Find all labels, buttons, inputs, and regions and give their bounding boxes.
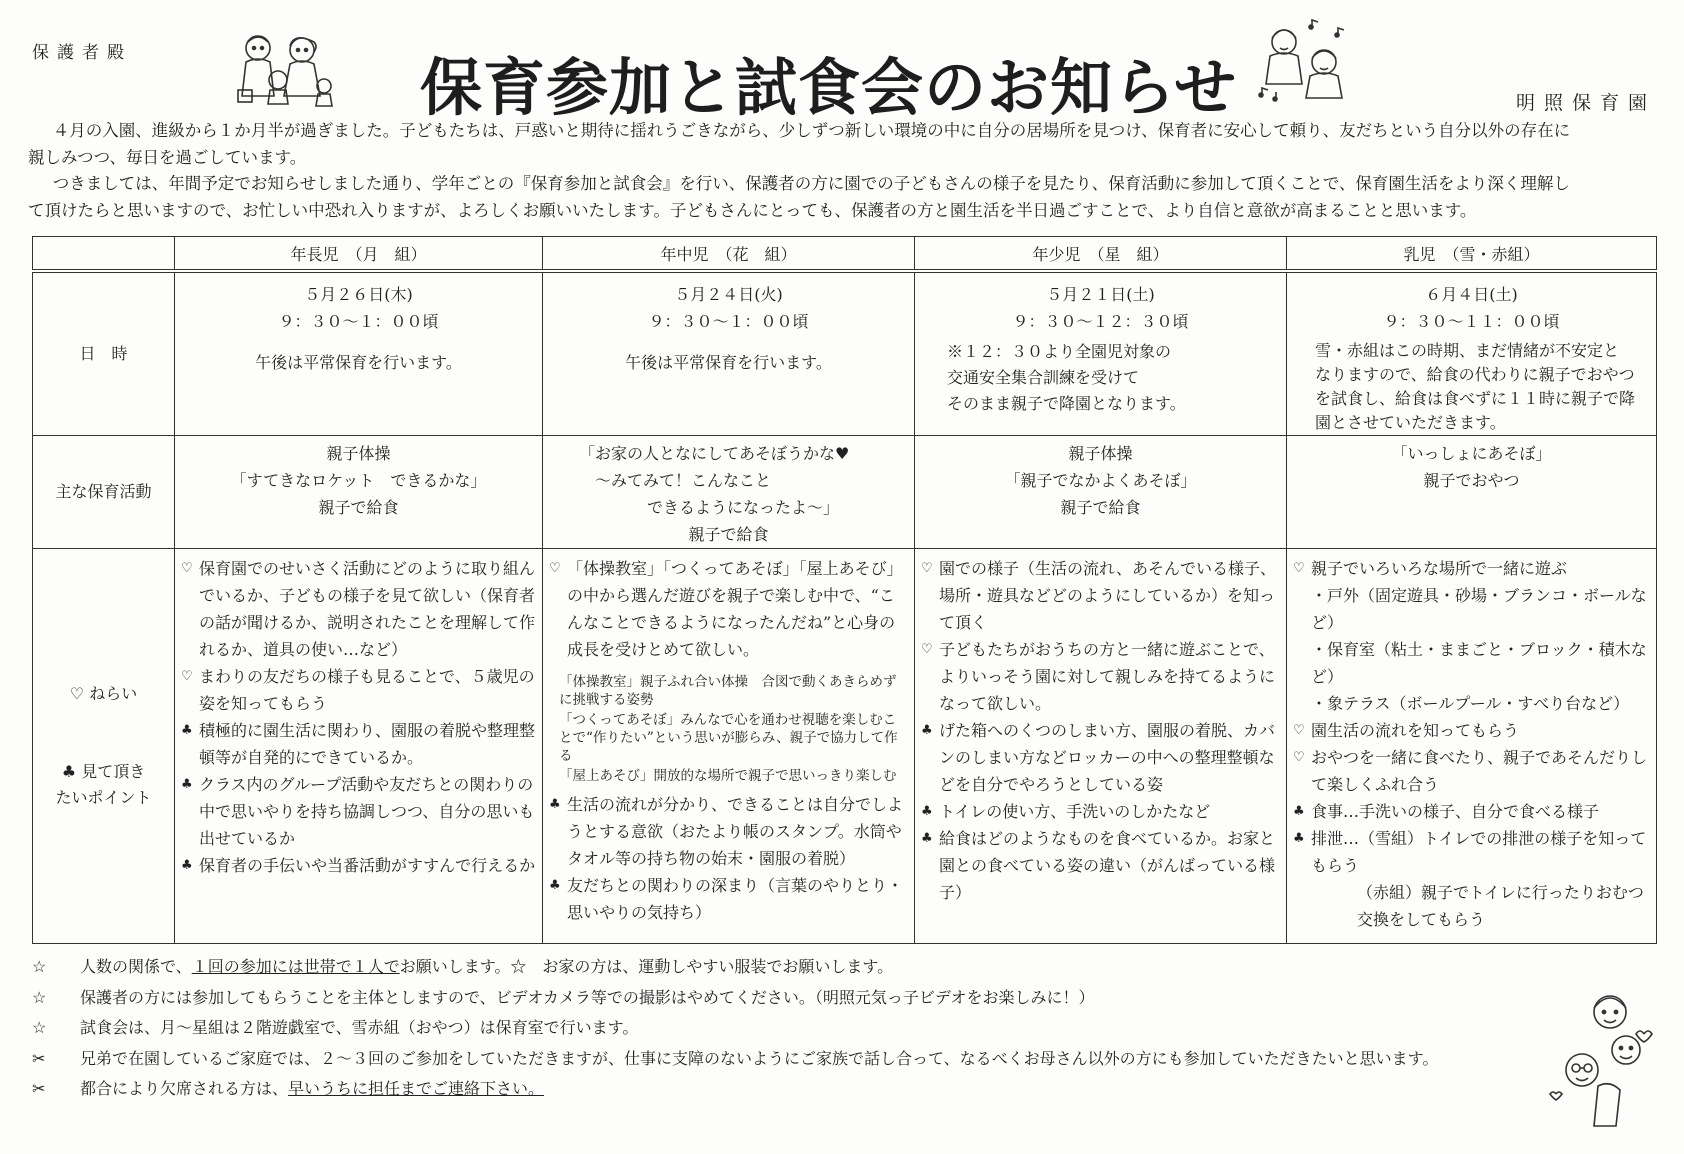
note-text: [80, 1074, 544, 1105]
table-row-points: [33, 549, 1657, 944]
activity-details: [549, 673, 908, 785]
activity-line: 「お家の人となにしてあそぼうかな♥: [579, 444, 850, 463]
scissors-icon: ✂: [32, 1048, 46, 1068]
datetime-nencho: [175, 271, 543, 436]
date-text: ５月２４日(火): [674, 285, 783, 304]
star-icon: ☆: [32, 1018, 47, 1037]
activity-line: 親子で給食: [688, 525, 769, 544]
point-item: [1293, 555, 1650, 582]
note-text: [80, 952, 893, 983]
datetime-nyuji: [1287, 271, 1657, 436]
aim-label: [33, 681, 174, 707]
point-mark-icon: ♣: [181, 777, 193, 792]
point-mark-icon: ♡: [1293, 561, 1305, 576]
point-text: 積極的に園生活に関わり、園服の着脱や整理整頓等が自発的にできているか。: [199, 721, 536, 767]
note-part: 人数の関係で、: [80, 957, 192, 976]
intro-paragraph-1: ４月の入園、進級から１か月半が過ぎました。子どもたちは、戸惑いと期待に揺れうごきながら、少しずつ新しい環境の中に自分の居場所を見つけ、保育者に安心して頼り、友だちという自分以外の存在に 親しみつつ、毎日を過ごしています。: [28, 121, 1571, 167]
point-text: 保育者の手伝いや当番活動がすすんで行えるか: [199, 856, 536, 875]
note-text: 午後は平常保育を行います。: [625, 353, 832, 372]
family-illustration-icon: [232, 28, 344, 112]
time-text: ９：３０～１１：００頃: [1383, 312, 1560, 331]
point-mark-icon: ♡: [549, 561, 561, 576]
note-text: 午後は平常保育を行います。: [255, 353, 462, 372]
points-label-line2: たいポイント: [55, 788, 152, 807]
time-text: ９：３０～１２：３０頃: [1012, 312, 1189, 331]
table-row-activity: [33, 436, 1657, 549]
point-item: [549, 791, 908, 872]
corner-cell: [33, 237, 175, 272]
point-text: 「体操教室」「つくってあそぼ」「屋上あそび」の中から選んだ遊びを親子で楽しむ中で、“こんなことできるようになったんだね”と心身の成長を受けとめて欲しい。: [567, 559, 903, 659]
header-nensho: 年少児 （星 組）: [915, 237, 1287, 272]
point-text: （赤組）親子でトイレに行ったりおむつ交換をしてもらう: [1357, 883, 1644, 929]
points-label-line1: 見て頂き: [81, 762, 146, 781]
point-text: おやつを一緒に食べたり、親子であそんだりして楽しくふれ合う: [1311, 748, 1648, 794]
schedule-table: [32, 236, 1657, 944]
point-item: [181, 663, 536, 717]
header-nyuji: 乳児 （雪・赤組）: [1287, 237, 1657, 272]
table-row-datetime: [33, 271, 1657, 436]
point-text: 子どもたちがおうちの方と一緒に遊ぶことで、よりいっそう園に対して親しみを持てるようになって欲しい。: [939, 640, 1276, 713]
singing-children-illustration-icon: [1254, 18, 1358, 106]
point-text: 生活の流れが分かり、できることは自分でしようとする意欲（おたより帳のスタンプ。水筒やタオル等の持ち物の始末・園服の着脱）: [567, 795, 904, 868]
point-mark-icon: ♣: [921, 723, 933, 738]
point-item: [1293, 825, 1650, 879]
row-label-datetime: 日 時: [33, 271, 175, 436]
header-nenchu: 年中児 （花 組）: [543, 237, 915, 272]
activity-line: できるようになったよ～」: [647, 498, 840, 517]
point-text: げた箱へのくつのしまい方、園服の着脱、カバンのしまい方などロッカーの中への整理整頓などを自分でやろうとしている姿: [939, 721, 1276, 794]
activity-nencho: 親子体操 「すてきなロケット できるかな」 親子で給食: [175, 436, 543, 549]
point-mark-icon: ♡: [1293, 750, 1305, 765]
point-item: [1293, 717, 1650, 744]
point-mark-icon: ♣: [921, 804, 933, 819]
date-text: ５月２６日(木): [304, 285, 413, 304]
point-text: トイレの使い方、手洗いのしかたなど: [939, 802, 1211, 821]
detail-text: 「屋上あそび」開放的な場所で親子で思いっきり楽しむ: [559, 768, 897, 784]
row-label-activity: 主な保育活動: [33, 436, 175, 549]
happy-kids-illustration-icon: [1548, 990, 1658, 1140]
point-item: [921, 825, 1280, 906]
datetime-nensho: [915, 271, 1287, 436]
note-item: [32, 952, 1632, 983]
point-item: [549, 872, 908, 926]
point-mark-icon: ♣: [549, 878, 561, 893]
point-mark-icon: ♡: [921, 642, 933, 657]
row-label-points: [33, 549, 175, 944]
detail-text: 「体操教室」親子ふれ合い体操 合図で動くあきらめずに挑戦する姿勢: [559, 674, 897, 708]
point-text: 園での様子（生活の流れ、あそんでいる様子、場所・遊具などどのようにしているか）を知って頂く: [939, 559, 1276, 632]
note-text: ※１２：３０より全園児対象の 交通安全集合訓練を受けて そのまま親子で降園となります。: [947, 342, 1186, 413]
point-mark-icon: ♡: [921, 561, 933, 576]
scissors-icon: ✂: [32, 1079, 46, 1098]
point-item: [1293, 798, 1650, 825]
page-title: 保育参加と試食会のお知らせ: [420, 51, 1238, 124]
star-icon: ☆: [32, 987, 47, 1007]
sub-item: ・象テラス（ボールプール・すべり台など）: [1311, 694, 1630, 713]
note-text: 保護者の方には参加してもらうことを主体としますので、ビデオカメラ等での撮影はやめてください。（明照元気っ子ビデオをお楽しみに！）: [80, 987, 1095, 1007]
point-item: [921, 798, 1280, 825]
datetime-nenchu: [543, 271, 915, 436]
aim-label-text: ねらい: [89, 684, 138, 703]
note-part: 都合により欠席される方は、: [80, 1079, 289, 1098]
point-mark-icon: ♣: [549, 797, 561, 812]
table-header-row: [33, 237, 1657, 272]
point-item: [181, 852, 536, 879]
note-item: [32, 1013, 1632, 1044]
points-nensho: [915, 549, 1287, 944]
points-label: [33, 759, 174, 785]
sub-item: ・戸外（固定遊具・砂場・ブランコ・ボールなど）: [1311, 586, 1647, 632]
point-item: [921, 717, 1280, 798]
point-text: 食事…手洗いの様子、自分で食べる様子: [1311, 802, 1600, 821]
point-mark-icon: ♡: [181, 669, 193, 684]
points-nyuji: [1287, 549, 1657, 944]
point-text: 園生活の流れを知ってもらう: [1311, 721, 1520, 740]
point-text: クラス内のグループ活動や友だちとの関わりの中で思いやりを持ち協調しつつ、自分の思いも出せているか: [199, 775, 535, 848]
addressee: 保護者殿: [32, 43, 132, 63]
point-mark-icon: ♣: [1293, 804, 1305, 819]
note-text: 試食会は、月～星組は２階遊戯室で、雪赤組（おやつ）は保育室で行います。: [80, 1018, 639, 1037]
point-item: [549, 555, 908, 663]
sub-item: ・保育室（粘土・ままごと・ブロック・積木など）: [1311, 640, 1647, 686]
point-item: [1293, 744, 1650, 798]
note-emphasis: 早いうちに担任までご連絡下さい。: [288, 1079, 545, 1098]
note-text: 雪・赤組はこの時期、まだ情緒が不安定と なりますので、給食の代わりに親子でおやつ を試食し、給食は食べずに１１時に親子で降 園とさせていただきます。: [1315, 341, 1636, 432]
note-text: 兄弟で在園しているご家庭では、２～３回のご参加をしていただきますが、仕事に支障のないようにご家族で話し合って、なるべくお母さん以外の方にも参加していただきたいと思います。: [80, 1048, 1439, 1068]
point-item: [921, 636, 1280, 717]
intro-text: [28, 118, 1658, 224]
notes-list: [32, 952, 1632, 1105]
star-icon: ☆: [32, 957, 47, 976]
point-mark-icon: ♡: [181, 561, 193, 576]
point-mark-icon: ♣: [1293, 831, 1305, 846]
point-text: 親子でいろいろな場所で一緒に遊ぶ: [1311, 559, 1568, 578]
point-text: 排泄…（雪組）トイレでの排泄の様子を知ってもらう: [1311, 829, 1647, 875]
detail-text: 「つくってあそぼ」みんなで心を通わせ視聴を楽しむことで“作りたい”という思いが膨らみ、親子で協力して作る: [559, 712, 898, 764]
date-text: ５月２１日(土): [1046, 285, 1155, 304]
intro-paragraph-2: つきましては、年間予定でお知らせしました通り、学年ごとの『保育参加と試食会』を行い、保護者の方に園での子どもさんの様子を見たり、保育活動に参加して頂くことで、保育園生活をより深く理解し て頂けたらと思いますので、お忙しい中恐れ入りますが、よろしくお願いいたします。子どもさんにとっても、保護者の方と園生活を半日過ごすことで、より自信と意欲が高まることと思います。: [28, 174, 1570, 220]
header-nencho: 年長児 （月 組）: [175, 237, 543, 272]
point-item: [181, 555, 536, 663]
point-text: 保育園でのせいさく活動にどのように取り組んでいるか、子どもの様子を見て欲しい（保育者の話が聞けるか、説明されたことを理解して作れるか、道具の使い…など）: [199, 559, 536, 659]
point-item: [181, 717, 536, 771]
note-item: [32, 983, 1632, 1014]
note-item: [32, 1074, 1632, 1105]
note-part: お願いします。☆ お家の方は、運動しやすい服装でお願いします。: [399, 957, 894, 976]
point-mark-icon: ♡: [1293, 723, 1305, 738]
club-icon: ♣: [61, 762, 77, 781]
point-mark-icon: ♣: [921, 831, 933, 846]
point-mark-icon: ♣: [181, 858, 193, 873]
point-item: [921, 555, 1280, 636]
issuer-name: 明照保育園: [1515, 92, 1656, 114]
activity-nensho: 親子体操 「親子でなかよくあそぼ」 親子で給食: [915, 436, 1287, 549]
point-text: 給食はどのようなものを食べているか。お家と園との食べている姿の違い（がんばっている様子）: [939, 829, 1276, 902]
activity-nyuji: 「いっしょにあそぼ」 親子でおやつ: [1287, 436, 1657, 549]
date-text: ６月４日(土): [1425, 285, 1518, 304]
point-mark-icon: ♣: [181, 723, 193, 738]
activity-line: ～みてみて！こんなこと: [595, 471, 772, 490]
note-item: [32, 1044, 1632, 1075]
time-text: ９：３０～１：００頃: [648, 312, 809, 331]
points-nenchu: [543, 549, 915, 944]
time-text: ９：３０～１：００頃: [278, 312, 439, 331]
heart-icon: ♡: [69, 684, 85, 703]
activity-nenchu: [543, 436, 915, 549]
point-item: [181, 771, 536, 852]
point-text: まわりの友だちの様子も見ることで、５歳児の姿を知ってもらう: [199, 667, 535, 713]
point-text: 友だちとの関わりの深まり（言葉のやりとり・思いやりの気持ち）: [567, 876, 904, 922]
note-emphasis: １回の参加には世帯で１人で: [191, 957, 400, 976]
points-nencho: [175, 549, 543, 944]
